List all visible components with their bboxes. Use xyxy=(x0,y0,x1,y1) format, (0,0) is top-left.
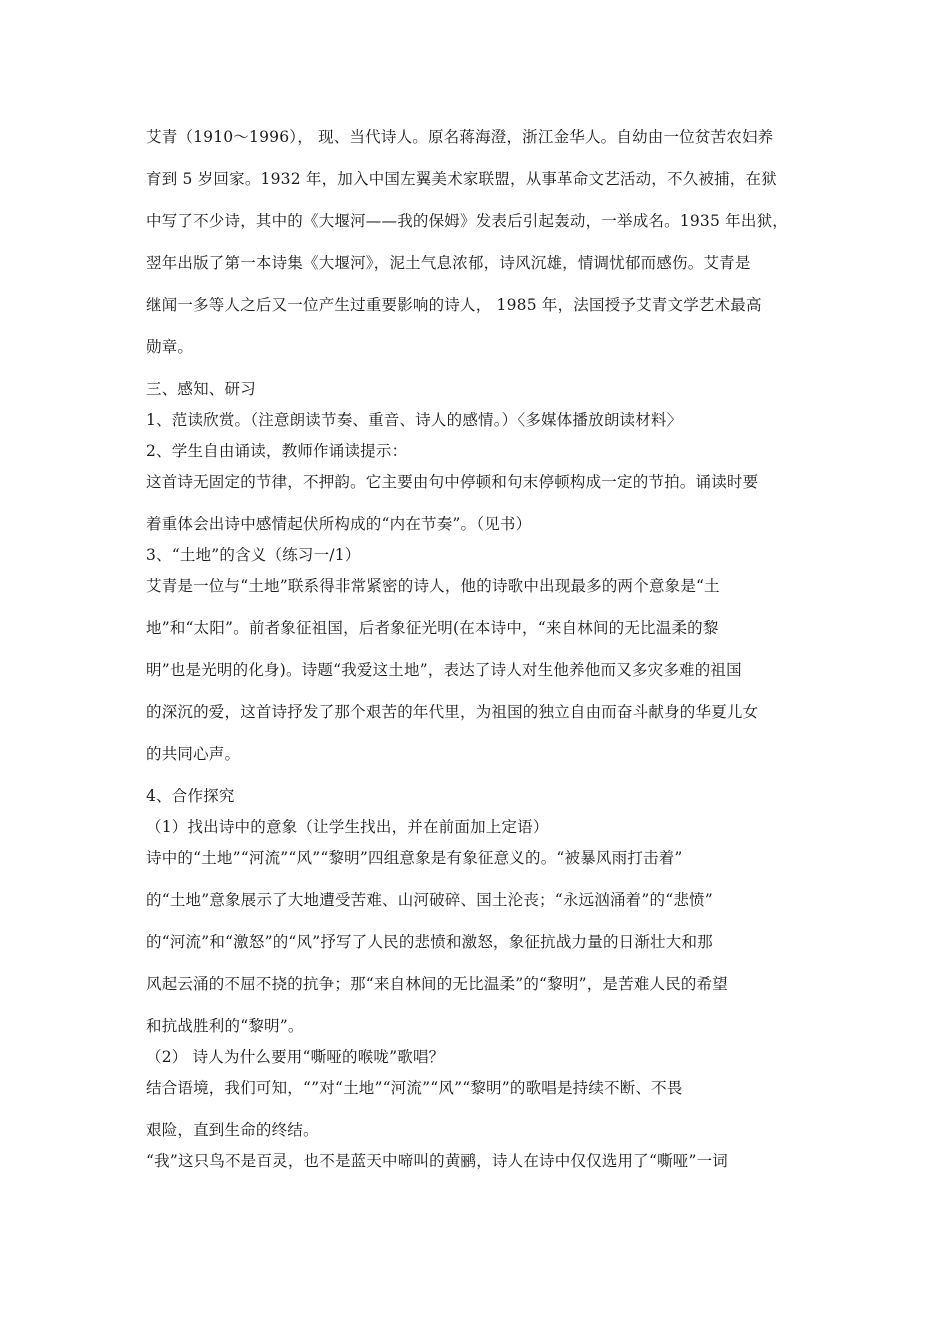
text-line: （1）找出诗中的意象（让学生找出，并在前面加上定语） xyxy=(146,818,549,836)
text-line: 的“土地”意象展示了大地遭受苦难、山河破碎、国土沦丧；“永远汹涌着”的“悲愤” xyxy=(146,891,713,909)
text-line: 地”和“太阳”。前者象征祖国，后者象征光明(在本诗中，“来自林间的无比温柔的黎 xyxy=(146,619,719,637)
text-line: “我”这只鸟不是百灵，也不是蓝天中啼叫的黄鹂，诗人在诗中仅仅选用了“嘶哑”一词 xyxy=(146,1152,728,1170)
text-line: 翌年出版了第一本诗集《大堰河》，泥土气息浓郁，诗风沉雄，情调忧郁而感伤。艾青是 xyxy=(146,254,751,272)
document-body xyxy=(146,124,810,1190)
text-line: 1、范读欣赏。（注意朗读节奏、重音、诗人的感情。）〈多媒体播放朗读材料〉 xyxy=(146,411,683,429)
text-line: 勋章。 xyxy=(146,338,194,356)
text-line: 诗中的“土地”“河流”“风”“黎明”四组意象是有象征意义的。“被暴风雨打击着” xyxy=(146,849,683,867)
text-line: 着重体会出诗中感情起伏所构成的“内在节奏”。（见书） xyxy=(146,515,532,533)
text-line: 继闻一多等人之后又一位产生过重要影响的诗人， 1985 年，法国授予艾青文学艺术最高 xyxy=(146,296,762,314)
text-line: 3、“土地”的含义（练习一/1） xyxy=(146,546,361,564)
text-line: 艾青（1910～1996）， 现、当代诗人。原名蒋海澄，浙江金华人。自幼由一位贫苦农妇养 xyxy=(146,128,774,146)
text-line: （2） 诗人为什么要用“嘶哑的喉咙”歌唱？ xyxy=(146,1048,445,1066)
text-line: 结合语境，我们可知，“”对“土地”“河流”“风”“黎明”的歌唱是持续不断、不畏 xyxy=(146,1079,683,1097)
text-line: 的深沉的爱，这首诗抒发了那个艰苦的年代里，为祖国的独立自由而奋斗献身的华夏儿女 xyxy=(146,703,759,721)
text-line: 艰险，直到生命的终结。 xyxy=(146,1121,319,1139)
text-line: 艾青是一位与“土地”联系得非常紧密的诗人，他的诗歌中出现最多的两个意象是“土 xyxy=(146,577,720,595)
text-line: 的“河流”和“激怒”的“风”抒写了人民的悲愤和激怒，象征抗战力量的日渐壮大和那 xyxy=(146,933,713,951)
text-line: 明”也是光明的化身)。诗题“我爱这土地”，表达了诗人对生他养他而又多灾多难的祖国 xyxy=(146,661,742,679)
text-line: 风起云涌的不屈不挠的抗争；那“来自林间的无比温柔”的“黎明”，是苦难人民的希望 xyxy=(146,975,728,993)
text-line: 中写了不少诗，其中的《大堰河——我的保姆》发表后引起轰动，一举成名。1935 年出狱， xyxy=(146,212,788,230)
text-line: 和抗战胜利的“黎明”。 xyxy=(146,1017,304,1035)
text-line: 三、感知、研习 xyxy=(146,380,256,398)
text-line: 育到 5 岁回家。1932 年，加入中国左翼美术家联盟，从事革命文艺活动，不久被捕，在狱 xyxy=(146,170,777,188)
text-line: 4、合作探究 xyxy=(146,787,235,805)
text-line: 2、学生自由诵读，教师作诵读提示： xyxy=(146,442,408,460)
text-line: 的共同心声。 xyxy=(146,745,241,763)
text-line: 这首诗无固定的节律，不押韵。它主要由句中停顿和句末停顿构成一定的节拍。诵读时要 xyxy=(146,473,759,491)
